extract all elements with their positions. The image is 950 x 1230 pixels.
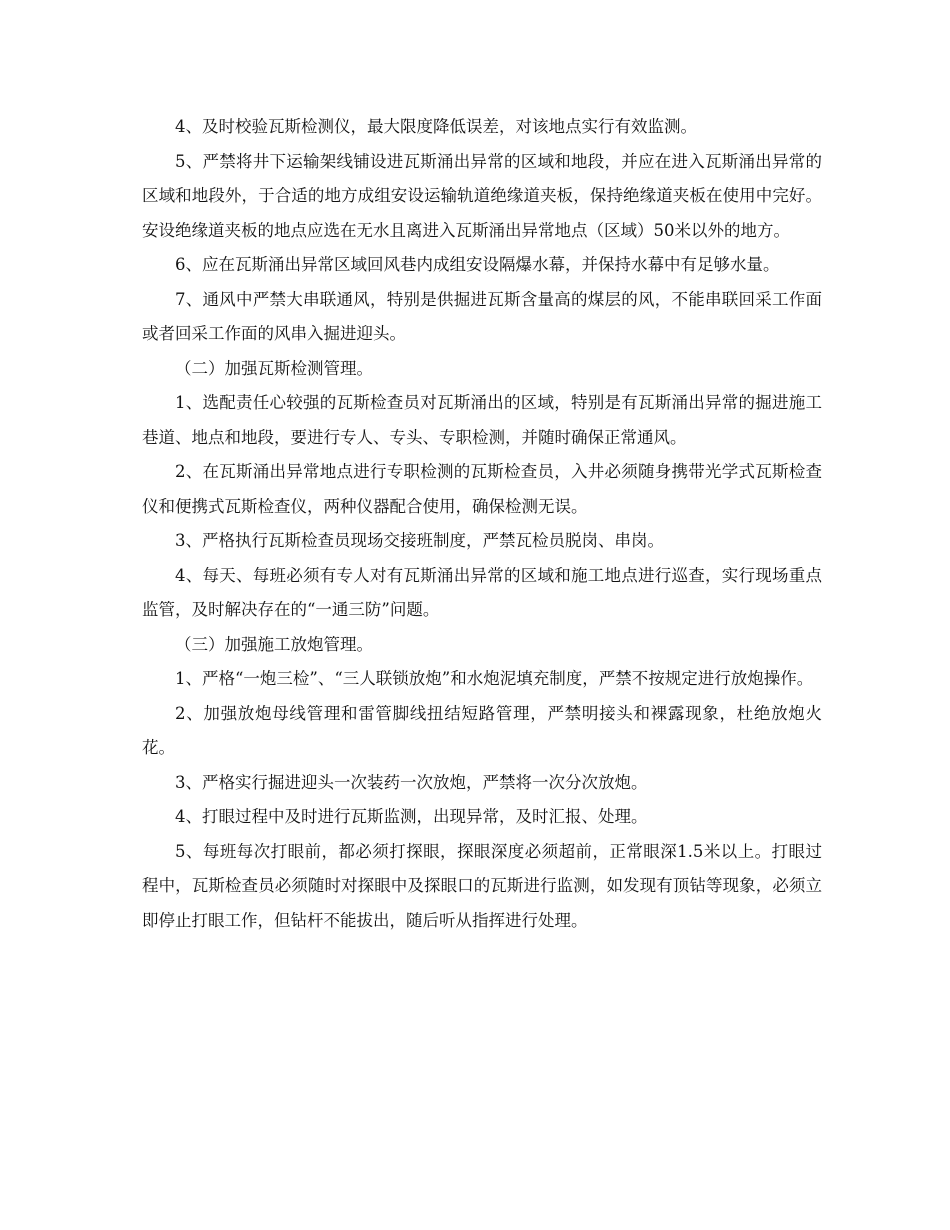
- paragraph-item-5-overhead-line: 5、严禁将井下运输架线铺设进瓦斯涌出异常的区域和地段，并应在进入瓦斯涌出异常的区域和地段外，于合适的地方成组安设运输轨道绝缘道夹板，保持绝缘道夹板在使用中完好。安设绝缘道夹板的地点应选在无水且离进入瓦斯涌出异常地点（区域）50米以外的地方。: [142, 151, 822, 240]
- paragraph-item-5-probe-holes: 5、每班每次打眼前，都必须打探眼，探眼深度必须超前，正常眼深1.5米以上。打眼过程中，瓦斯检查员必须随时对探眼中及探眼口的瓦斯进行监测，如发现有顶钻等现象，必须立即停止打眼工作，但钻杆不能拔出，随后听从指挥进行处理。: [142, 841, 822, 930]
- paragraph-item-4-patrol: 4、每天、每班必须有专人对有瓦斯涌出异常的区域和施工地点进行巡查，实行现场重点监管，及时解决存在的“一通三防”问题。: [142, 565, 822, 619]
- paragraph-item-7-ventilation: 7、通风中严禁大串联通风，特别是供掘进瓦斯含量高的煤层的风，不能串联回采工作面或者回采工作面的风串入掘进迎头。: [142, 289, 822, 343]
- paragraph-item-6-water-curtain: 6、应在瓦斯涌出异常区域回风巷内成组安设隔爆水幕，并保持水幕中有足够水量。: [175, 255, 780, 274]
- section-heading-2: （二）加强瓦斯检测管理。: [175, 358, 373, 378]
- document-body: [142, 110, 822, 938]
- paragraph-item-1-inspector: 1、选配责任心较强的瓦斯检查员对瓦斯涌出的区域，特别是有瓦斯涌出异常的掘进施工巷道、地点和地段，要进行专人、专头、专职检测，并随时确保正常通风。: [142, 393, 822, 447]
- paragraph-item-3-single-charge: 3、严格实行掘进迎头一次装药一次放炮，严禁将一次分次放炮。: [175, 772, 648, 792]
- paragraph-item-2-wire-management: 2、加强放炮母线管理和雷管脚线扭结短路管理，严禁明接头和裸露现象，杜绝放炮火花。: [142, 703, 822, 757]
- paragraph-item-1-blasting-rules: 1、严格“一炮三检”、“三人联锁放炮”和水炮泥填充制度，严禁不按规定进行放炮操作。: [175, 669, 814, 688]
- paragraph-item-2-instruments: 2、在瓦斯涌出异常地点进行专职检测的瓦斯检查员，入井必须随身携带光学式瓦斯检查仪和便携式瓦斯检查仪，两种仪器配合使用，确保检测无误。: [142, 462, 822, 516]
- paragraph-item-4-calibrate: 4、及时校验瓦斯检测仪，最大限度降低误差，对该地点实行有效监测。: [175, 117, 697, 136]
- section-heading-3: （三）加强施工放炮管理。: [175, 634, 373, 654]
- paragraph-item-3-handover: 3、严格执行瓦斯检查员现场交接班制度，严禁瓦检员脱岗、串岗。: [175, 531, 664, 550]
- paragraph-item-4-drilling-monitor: 4、打眼过程中及时进行瓦斯监测，出现异常，及时汇报、处理。: [175, 807, 648, 826]
